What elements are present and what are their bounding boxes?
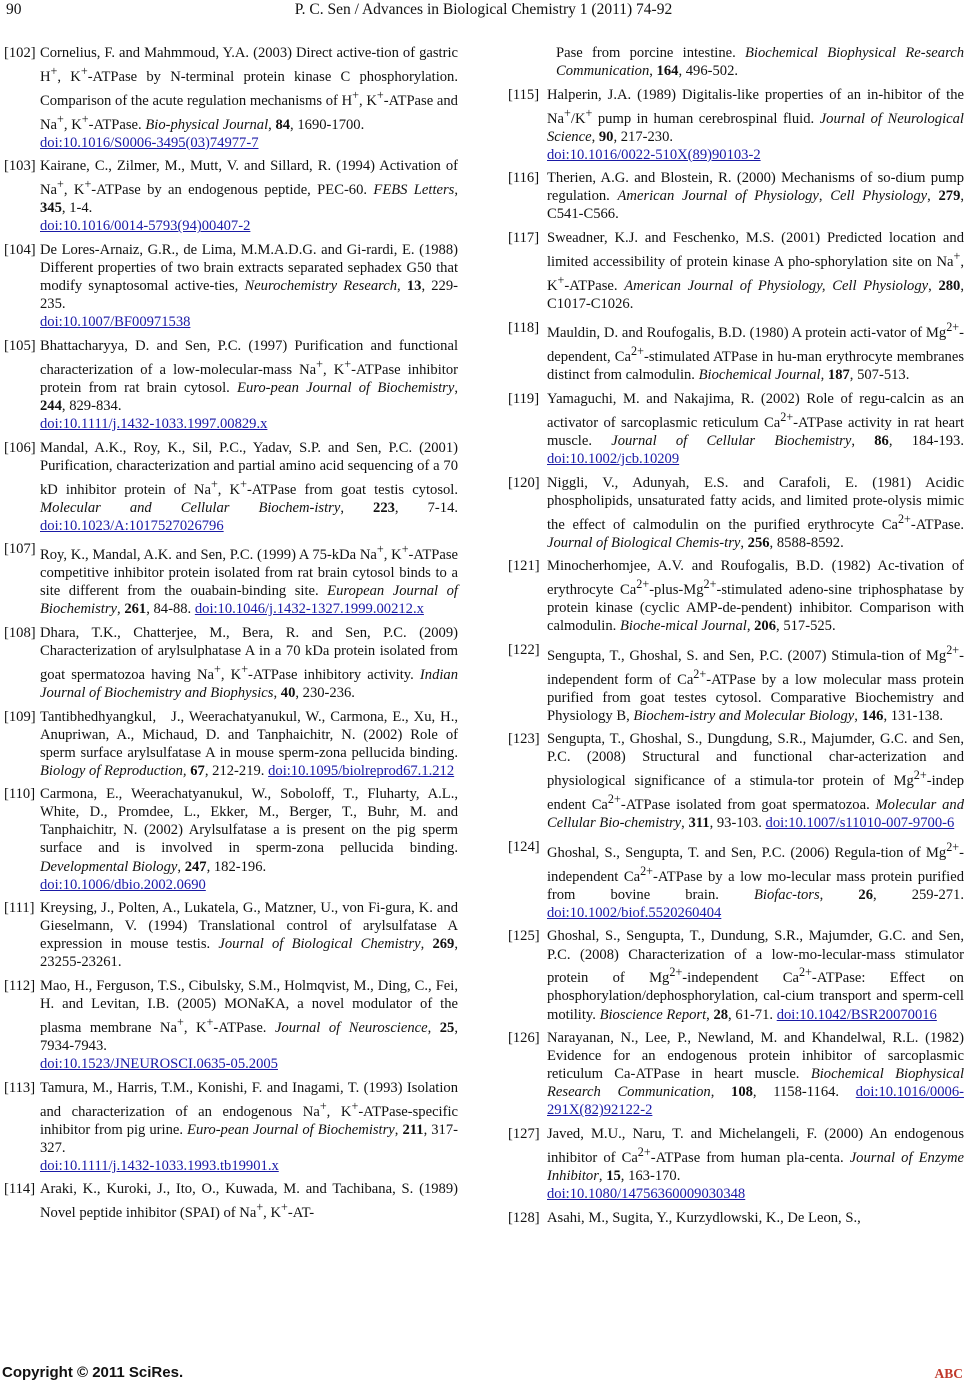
reference-entry <box>508 557 964 635</box>
reference-entry <box>508 838 964 922</box>
reference-number: [103] <box>4 158 36 175</box>
doi-link[interactable]: doi:10.1111/j.1432-1033.1993.tb19901.x <box>40 1157 279 1174</box>
doi-link[interactable]: doi:10.1095/biolreprod67.1.212 <box>268 762 455 779</box>
reference-text: Javed, M.U., Naru, T. and Michelangeli, F. (2000) An endogenous inhibitor of $Ca^{2+}$-ATPase from human pla-centa. Journal of Enzyme Inhibitor, 15, 163-170. <box>547 1126 964 1184</box>
reference-text: Sengupta, T., Ghoshal, S., Dungdung, S.R., Majumder, G.C. and Sen, P.C. (2008) Structural and functional char-acterization and physiological significance of a stimula-tor protein of $Mg^{2+}$-indep endent $Ca^{2+}$-ATPase isolated from goat spermatozoa. Molecular and Cellular Bio-chemistry, 311, 93-103. <box>547 731 964 832</box>
reference-number: [107] <box>4 541 36 558</box>
doi-link[interactable]: doi:10.1006/dbio.2002.0690 <box>40 876 206 893</box>
reference-text: Cornelius, F. and Mahmmoud, Y.A. (2003) Direct active-tion of gastric H+, K+-ATPase by N-terminal protein kinase C phosphorylation. Comparison of the acute regulation mechanisms of H+, K+-ATPase and Na+, K+-ATPase. Bio-physical Journal, 84, 1690-1700. <box>40 45 458 133</box>
reference-text: Minocherhomjee, A.V. and Roufogalis, B.D. (1982) Ac-tivation of erythrocyte $Ca^{2+}-plus-Mg^{2+}$-stimulated adeno-sine triphosphatase by protein kinase (cyclic AMP-de-pendent) inhibitor. Comparison with calmodulin. Bioche-mical Journal, 206, 517-525. <box>547 558 964 635</box>
footer-copyright: Copyright © 2011 SciRes. <box>2 1364 184 1381</box>
reference-number: [104] <box>4 242 36 259</box>
reference-text: Sweadner, K.J. and Feschenko, M.S. (2001) Predicted location and limited accessibility of protein kinase A pho-sphorylation site on Na+, K+-ATPase. American Journal of Physiology, Cell Physiology, 280, C1017-C1026. <box>547 230 964 312</box>
reference-number: [124] <box>508 838 540 855</box>
reference-number: [110] <box>4 786 36 803</box>
reference-text: Halperin, J.A. (1989) Digitalis-like properties of an in-hibitor of the Na+/K+ pump in human cerebrospinal fluid. Journal of Neurological Science, 90, 217-230. <box>547 86 964 145</box>
reference-text: Araki, K., Kuroki, J., Ito, O., Kuwada, M. and Tachibana, S. (1989) Novel peptide inhibitor (SPAI) of Na+, K+-AT- <box>40 1181 458 1222</box>
doi-link[interactable]: doi:10.1016/0014-5793(94)00407-2 <box>40 218 251 235</box>
reference-number: [106] <box>4 439 36 456</box>
page-number: 90 <box>6 1 22 18</box>
reference-number: [114] <box>4 1181 36 1198</box>
reference-number: [126] <box>508 1030 540 1047</box>
reference-entry <box>4 624 458 702</box>
doi-link[interactable]: doi:10.1016/S0006-3495(03)74977-7 <box>40 134 259 151</box>
reference-number: [108] <box>4 624 36 641</box>
reference-entry <box>4 899 458 971</box>
reference-text: Tamura, M., Harris, T.M., Konishi, F. and Inagami, T. (1993) Isolation and characterization of an endogenous Na+, K+-ATPase-specific inhibitor from pig urine. Euro-pean Journal of Biochemistry, 211, 317-327. <box>40 1079 458 1156</box>
reference-number: [105] <box>4 337 36 354</box>
reference-entry <box>508 390 964 468</box>
reference-entry <box>508 1125 964 1203</box>
reference-number: [125] <box>508 928 540 945</box>
reference-text: Yamaguchi, M. and Nakajima, R. (2002) Role of regu-calcin as an activator of sarcoplasmic reticulum $Ca^{2+}$-ATPase activity in rat heart muscle. Journal of Cellular Biochemistry, 86, 184-193. <box>547 391 965 449</box>
reference-text: Carmona, E., Weerachatyanukul, W., Soboloff, T., Fluharty, A.L., White, D., Promdee, L., Ekker, M., Berger, T., Buhr, M. and Tanphaichitr, N. (2002) Arylsulfatase a is present on the pig sperm surface and is involved in sperm-zona pellucida binding. Developmental Biology, 247, 182-196. <box>40 786 458 875</box>
reference-text: Mandal, A.K., Roy, K., Sil, P.C., Yadav, S.P. and Sen, P.C. (2001) Purification, characterization and partial amino acid sequencing of a 70 kD inhibitor protein of Na+, K+-ATPase from goat testis cytosol. Molecular and Cellular Biochem-istry, 223, 7-14. <box>40 439 459 516</box>
reference-entry <box>508 1209 964 1227</box>
reference-number: [109] <box>4 708 36 725</box>
references-right-column <box>508 44 964 1232</box>
reference-entry <box>508 229 964 313</box>
reference-text: De Lores-Arnaiz, G.R., de Lima, M.M.A.D.G. and Gi-rardi, E. (1988) Different properties of two brain extracts separated sephadex G50 that modify synaptosomal active-ties, Neurochemistry Research, 13, 229-235. <box>40 242 458 313</box>
running-head: P. C. Sen / Advances in Biological Chemistry 1 (2011) 74-92 <box>294 1 673 18</box>
reference-entry <box>4 977 458 1073</box>
reference-entry <box>4 785 458 893</box>
reference-text: Mao, H., Ferguson, T.S., Cibulsky, S.M., Holmqvist, M., Ding, C., Fei, H. and Levitan, I.B. (2005) MONaKA, a novel modulator of the plasma membrane Na+, K+-ATPase. Journal of Neuroscience, 25, 7934-7943. <box>40 977 458 1054</box>
reference-entry <box>508 86 964 164</box>
reference-text: Pase from porcine intestine. Biochemical Biophysical Re-search Communication, 164, 496-502. <box>556 45 964 80</box>
doi-link[interactable]: doi:10.1002/jcb.10209 <box>547 451 680 468</box>
reference-number: [119] <box>508 391 540 408</box>
reference-number: [115] <box>508 86 540 103</box>
doi-link[interactable]: doi:10.1007/BF00971538 <box>40 314 191 331</box>
reference-entry <box>4 241 458 331</box>
reference-entry <box>508 927 964 1023</box>
doi-link[interactable]: doi:10.1111/j.1432-1033.1997.00829.x <box>40 415 268 432</box>
doi-link[interactable]: doi:10.1523/JNEUROSCI.0635-05.2005 <box>40 1056 278 1073</box>
reference-text: Mauldin, D. and Roufogalis, B.D. (1980) A protein acti-vator of $Mg^{2+}$-dependent, $Ca^{2+}$-stimulated ATPase in hu-man erythrocyte membranes distinct from calmodulin. Biochemical Journal, 187, 507-513. <box>547 320 965 384</box>
reference-number: [116] <box>508 170 540 187</box>
reference-entry <box>508 1029 964 1119</box>
reference-entry <box>4 157 458 235</box>
reference-number: [117] <box>508 230 540 247</box>
reference-number: [123] <box>508 731 540 748</box>
reference-text: Sengupta, T., Ghoshal, S. and Sen, P.C. (2007) Stimula-tion of $Mg^{2+}$-independent form of $Ca^{2+}$-ATPase by a low molecular mass protein purified from goat testes cytosol. Comparative Biochemistry and Physiology B, Biochem-istry and Molecular Biology, 146, 131-138. <box>547 642 964 724</box>
reference-number: [111] <box>4 900 35 917</box>
reference-text: Narayanan, N., Lee, P., Newland, M. and Khandelwal, R.L. (1982) Evidence for an endogenous protein inhibitor of sarcoplasmic reticulum Ca-ATPase in heart muscle. Biochemical Biophysical Research Communication, 108, 1158-1164. <box>547 1030 964 1101</box>
reference-number: [118] <box>508 319 540 336</box>
reference-entry <box>508 44 964 80</box>
doi-link[interactable]: doi:10.1023/A:1017527026796 <box>40 517 224 534</box>
reference-number: [122] <box>508 641 540 658</box>
reference-text: Niggli, V., Adunyah, E.S. and Carafoli, E. (1981) Acidic phospholipids, unsaturated fatty acids, and limited prote-olysis mimic the effect of calmodulin on the purified erythrocyte $Ca^{2+}$-ATPase. Journal of Biological Chemis-try, 256, 8588-8592. <box>547 474 964 551</box>
reference-entry <box>508 169 964 223</box>
doi-link[interactable]: doi:10.1002/biof.5520260404 <box>547 904 722 921</box>
reference-entry <box>4 540 458 618</box>
reference-text: Bhattacharyya, D. and Sen, P.C. (1997) Purification and functional characterization of a low-molecular-mass Na+, K+-ATPase inhibitor protein from rat brain cytosol. Euro-pean Journal of Biochemistry, 244, 829-834. <box>40 337 458 414</box>
reference-text: Kairane, C., Zilmer, M., Mutt, V. and Sillard, R. (1994) Activation of Na+, K+-ATPase by an endogenous peptide, PEC-60. FEBS Letters, 345, 1-4. <box>40 158 458 217</box>
reference-entry <box>4 708 458 780</box>
reference-text: Dhara, T.K., Chatterjee, M., Bera, R. and Sen, P.C. (2009) Characterization of arylsulphatase A in a 70 kDa protein isolated from goat spermatozoa having Na+, K+-ATPase inhibitory activity. Indian Journal of Biochemistry and Biophysics, 40, 230-236. <box>40 624 459 701</box>
reference-text: Ghoshal, S., Sengupta, T., Dundung, S.R., Majumder, G.C. and Sen, P.C. (2008) Characterization of a low-mo-lecular-mass stimulator protein of $Mg^{2+}$-independent $Ca^{2+}$-ATPase: Effect on phosphorylation/dephosphorylation, cal-cium transport and sperm-cell motility. Bioscience Report, 28, 61-71. <box>547 928 964 1023</box>
reference-entry <box>508 319 964 385</box>
reference-entry <box>4 1180 458 1222</box>
doi-link[interactable]: doi:10.1007/s11010-007-9700-6 <box>765 815 955 832</box>
reference-entry <box>4 44 458 152</box>
reference-entry <box>4 439 458 535</box>
reference-number: [127] <box>508 1126 540 1142</box>
reference-text: Roy, K., Mandal, A.K. and Sen, P.C. (1999) A 75-kDa Na+, K+-ATPase competitive inhibitor protein isolated from rat brain cytosol binds to a site different from the ouabain-binding site. European Journal of Biochemistry, 261, 84-88. <box>40 542 458 618</box>
reference-entry <box>4 337 458 433</box>
reference-number: [120] <box>508 474 540 491</box>
doi-link[interactable]: doi:10.1046/j.1432-1327.1999.00212.x <box>194 601 424 618</box>
doi-link[interactable]: doi:10.1042/BSR20070016 <box>776 1006 937 1023</box>
reference-text: Kreysing, J., Polten, A., Lukatela, G., Matzner, U., von Fi-gura, K. and Gieselmann, V. (1994) Translational control of arylsulfatase A expression in mouse testis. Journal of Biological Chemistry, 269, 23255-23261. <box>40 900 458 971</box>
references-left-column <box>4 44 458 1228</box>
reference-number: [113] <box>4 1079 36 1096</box>
reference-entry <box>508 730 964 832</box>
reference-text: Tantibhedhyangkul, J., Weerachatyanukul, W., Carmona, E., Xu, H., Anupriwan, A., Michaud, D. and Tanphaichitr, N. (2002) Role of sperm surface arylsulfatase A in mouse sperm-zona pellucida binding. Biology of Reproduction, 67, 212-219. <box>40 708 458 779</box>
reference-entry <box>4 1079 458 1175</box>
reference-text: Asahi, M., Sugita, Y., Kurzydlowski, K., De Leon, S., <box>547 1209 861 1226</box>
doi-link[interactable]: doi:10.1016/0022-510X(89)90103-2 <box>547 146 761 163</box>
reference-text: Ghoshal, S., Sengupta, T. and Sen, P.C. (2006) Regula-tion of $Mg^{2+}$-independent $Ca^{2+}$-ATPase by a low mo-lecular mass protein purified from bovine brain. Biofac-tors, 26, 259-271. <box>547 839 965 903</box>
publisher-mark: ABC <box>934 1366 963 1381</box>
reference-number: [121] <box>508 558 540 575</box>
doi-link[interactable]: doi:10.1080/14756360009030348 <box>547 1186 746 1202</box>
reference-number: [128] <box>508 1209 540 1226</box>
reference-entry <box>508 474 964 552</box>
reference-text: Therien, A.G. and Blostein, R. (2000) Mechanisms of so-dium pump regulation. American Journal of Physiology, Cell Physiology, 279, C541-C566. <box>547 170 965 223</box>
reference-entry <box>508 641 964 725</box>
doi-link[interactable]: doi:10.1016/0006-291X(82)92122-2 <box>547 1084 964 1119</box>
reference-number: [112] <box>4 977 36 994</box>
reference-number: [102] <box>4 45 36 61</box>
